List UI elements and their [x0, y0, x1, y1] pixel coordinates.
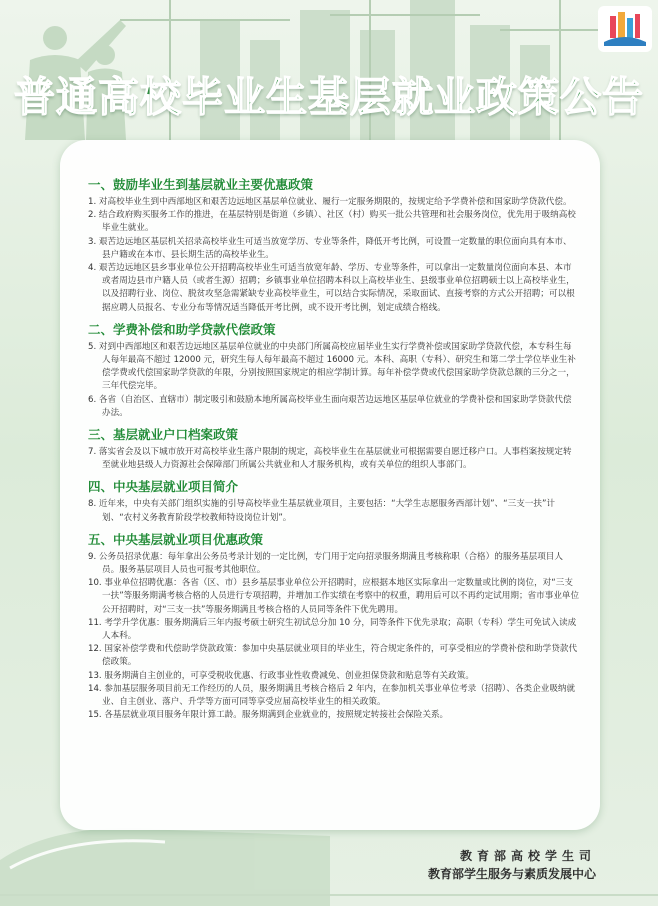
policy-content	[88, 170, 580, 723]
policy-item: 14. 参加基层服务项目前无工作经历的人员，服务期满且考核合格后 2 年内，在参加机关事业单位考录（招聘）、各类企业吸纳就业、自主创业、落户、升学等方面可同等享受应届高校毕业生的相关政策。	[88, 683, 576, 708]
policy-item: 6. 各省（自治区、直辖市）制定吸引和鼓励本地所属高校毕业生面向艰苦边远地区基层单位就业的学费补偿和国家助学贷款代偿办法。	[88, 394, 572, 418]
policy-item: 3. 艰苦边远地区基层机关招录高校毕业生可适当放宽学历、专业等条件，降低开考比例，可设置一定数量的职位面向具有本市、县户籍或在本市、县长期生活的高校毕业生。	[88, 236, 572, 260]
policy-item: 8. 近年来，中央有关部门组织实施的引导高校毕业生基层就业项目，主要包括：“大学生志愿服务西部计划”、“三支一扶”计划、“农村义务教育阶段学校教师特设岗位计划”。	[88, 499, 556, 523]
section-heading: 一、鼓励毕业生到基层就业主要优惠政策	[88, 177, 314, 192]
policy-item: 9. 公务员招录优惠：每年拿出公务员考录计划的一定比例，专门用于定向招录服务期满且考核称职（合格）的服务基层项目人员。服务基层项目人员也可报考其他职位。	[88, 551, 563, 576]
policy-item: 4. 艰苦边远地区县乡事业单位公开招聘高校毕业生可适当放宽年龄、学历、专业等条件，可以拿出一定数量岗位面向本县、本市或者周边县市户籍人员（或者生源）招聘；乡镇事业单位招聘本科以上高校毕业生、县级事业单位招聘硕士以上高校毕业生，以及招聘行业、岗位、脱贫攻坚急需紧缺专业高校毕业生，可以结合实际情况，采取面试、直接考察的方式公开招聘；可以根据应聘人员报名、专业分布等情况适当降低开考比例，或不设开考比例，划定成绩合格线。	[88, 263, 575, 313]
policy-item: 12. 国家补偿学费和代偿助学贷款政策：参加中央基层就业项目的毕业生，符合规定条件的，可享受相应的学费补偿和助学贷款代偿政策。	[88, 644, 578, 668]
section-heading: 五、中央基层就业项目优惠政策	[88, 531, 264, 547]
policy-item: 15. 各基层就业项目服务年限计算工龄。服务期满到企业就业的，按照规定转接社会保险关系。	[88, 710, 449, 721]
policy-item: 2. 结合政府购买服务工作的推进，在基层特别是街道（乡镇）、社区（村）购买一批公共管理和社会服务岗位，优先用于吸纳高校毕业生就业。	[88, 210, 576, 234]
policy-item: 7. 落实省会及以下城市放开对高校毕业生落户限制的规定，高校毕业生在基层就业可根据需要自愿迁移户口。人事档案按规定转至就业地县级人力资源社会保障部门所属公共就业和人才服务机构，或有关单位的组织人事部门。	[88, 447, 572, 471]
policy-item: 1. 对高校毕业生到中西部地区和艰苦边远地区基层单位就业、履行一定服务期限的，按规定给予学费补偿和国家助学贷款代偿。	[88, 197, 572, 207]
page-title: 普通高校毕业生基层就业政策公告	[14, 73, 644, 121]
logo-icon	[598, 6, 652, 52]
section-heading: 二、学费补偿和助学贷款代偿政策	[88, 321, 276, 337]
policy-item: 5. 对到中西部地区和艰苦边远地区基层单位就业的中央部门所属高校应届毕业生实行学费补偿或国家助学贷款代偿，本专科生每人每年最高不超过 12000 元，研究生每人每年最高不超过 16000 元。本科、高职（专科）、研究生和第二学士学位毕业生补偿学费或代偿国家助学贷款的年限，分别按照国家规定的相应学制计算。每年补偿学费或代偿国家助学贷款总额的三分之一，三年代偿完毕。	[88, 341, 576, 392]
policy-item: 10. 事业单位招聘优惠：各省（区、市）县乡基层事业单位公开招聘时，应根据本地区实际拿出一定数量或比例的岗位，对“三支一扶”等服务期满考核合格的人员进行专项招聘，并增加工作实绩在考察中的权重，聘用后可以不再约定试用期；省市事业单位公开招聘时，对“三支一扶”等服务期满且考核合格的人员同等条件下优先聘用。	[88, 578, 580, 615]
policy-item: 13. 服务期满自主创业的，可享受税收优惠、行政事业性收费减免、创业担保贷款和贴息等有关政策。	[88, 670, 474, 681]
issuer-line-2: 教育部学生服务与素质发展中心	[427, 867, 596, 881]
policy-item: 11. 考学升学优惠：服务期满后三年内报考硕士研究生初试总分加 10 分，同等条件下优先录取；高职（专科）学生可免试入读成人本科。	[88, 617, 577, 642]
section-heading: 四、中央基层就业项目简介	[88, 479, 239, 495]
issuer-line-1: 教育部高校学生司	[459, 849, 596, 863]
section-heading: 三、基层就业户口档案政策	[88, 427, 239, 443]
